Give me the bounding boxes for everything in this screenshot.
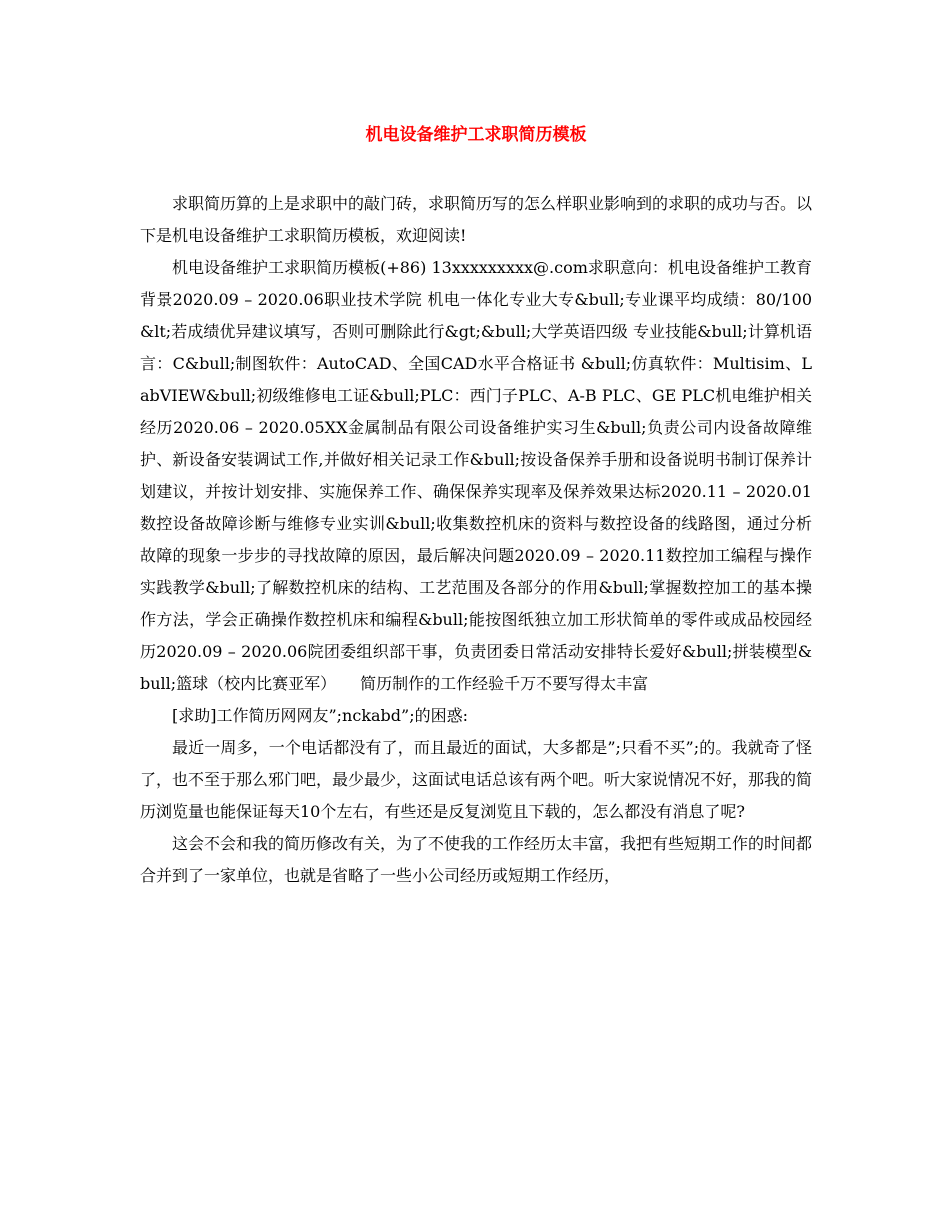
paragraph-intro: 求职简历算的上是求职中的敲门砖，求职简历写的怎么样职业影响到的求职的成功与否。以下是机电设备维护工求职简历模板，欢迎阅读!: [140, 194, 813, 245]
paragraph-resume-edit: 这会不会和我的简历修改有关，为了不使我的工作经历太丰富，我把有些短期工作的时间都合并到了一家单位，也就是省略了一些小公司经历或短期工作经历，: [140, 834, 813, 885]
paragraph-help-request: [求助]工作简历网网友”;nckabd”;的困惑:: [172, 706, 469, 725]
paragraph-resume-template: 机电设备维护工求职简历模板(+86) 13xxxxxxxxx@.com求职意向：机电设备维护工教育背景2020.09 – 2020.06职业技术学院 机电一体化专业大专&bull;专业课平均成绩：80/100 &lt;若成绩优异建议填写，否则可删除此行&gt;&bull;大学英语四级 专业技能&bull;计算机语言：C&bull;制图软件：AutoCAD、全国CAD水平合格证书 &bull;仿真软件：Multisim、LabVIEW&bull;初级维修电工证&bull;PLC：西门子PLC、A-B PLC、GE PLC机电维护相关经历2020.06 – 2020.05XX金属制品有限公司设备维护实习生&bull;负责公司内设备故障维护、新设备安装调试工作,并做好相关记录工作&bull;按设备保养手册和设备说明书制订保养计划建议，并按计划安排、实施保养工作、确保保养实现率及保养效果达标2020.11 – 2020.01数控设备故障诊断与维修专业实训&bull;收集数控机床的资料与数控设备的线路图，通过分析故障的现象一步步的寻找故障的原因，最后解决问题2020.09 – 2020.11数控加工编程与操作实践教学&bull;了解数控机床的结构、工艺范围及各部分的作用&bull;掌握数控加工的基本操作方法，学会正确操作数控机床和编程&bull;能按图纸独立加工形状简单的零件或成品校园经历2020.09 – 2020.06院团委组织部干事，负责团委日常活动安排特长爱好&bull;拼装模型&bull;篮球（校内比赛亚军） 简历制作的工作经验千万不要写得太丰富: [140, 258, 812, 693]
document-title: 机电设备维护工求职简历模板: [365, 125, 587, 145]
document-page: [140, 118, 812, 892]
paragraph-recent-calls: 最近一周多，一个电话都没有了，而且最近的面试，大多都是”;只看不买”;的。我就奇了怪了，也不至于那么邪门吧，最少最少，这面试电话总该有两个吧。听大家说情况不好，那我的简历浏览量也能保证每天10个左右，有些还是反复浏览且下载的，怎么都没有消息了呢?: [140, 738, 813, 821]
